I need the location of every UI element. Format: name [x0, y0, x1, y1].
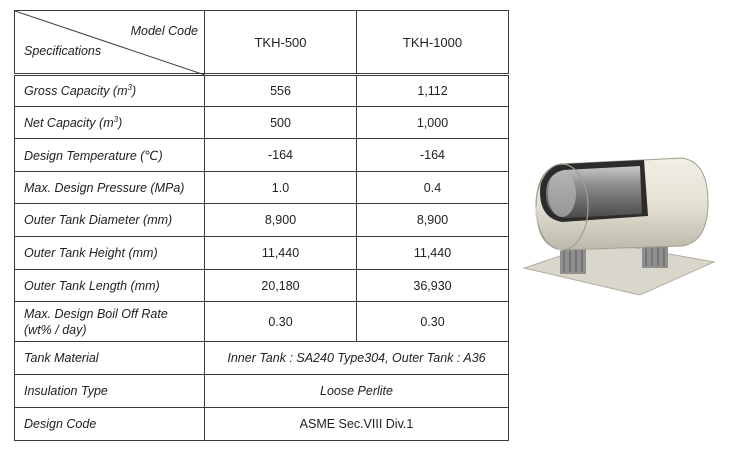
model-header-tkh-500: TKH-500 [205, 11, 357, 75]
table-row [15, 408, 509, 441]
row-value: 8,900 [205, 204, 357, 237]
diagonal-divider [15, 11, 205, 75]
row-label: Outer Tank Height (mm) [15, 237, 205, 270]
row-value: 500 [205, 107, 357, 139]
row-value-spanning: Inner Tank : SA240 Type304, Outer Tank : A36 [205, 342, 509, 375]
row-label: Outer Tank Diameter (mm) [15, 204, 205, 237]
table-row [15, 342, 509, 375]
table-row [15, 270, 509, 302]
row-label: Tank Material [15, 342, 205, 375]
table-row [15, 139, 509, 172]
row-label: Insulation Type [15, 375, 205, 408]
row-value: 0.4 [357, 172, 509, 204]
row-value: 0.30 [357, 302, 509, 342]
row-value: 8,900 [357, 204, 509, 237]
model-code-label: Model Code [130, 24, 198, 38]
specifications-label: Specifications [24, 44, 102, 58]
table-row [15, 204, 509, 237]
row-label: Max. Design Boil Off Rate (wt% / day) [15, 302, 205, 342]
table-row [15, 172, 509, 204]
row-value: 11,440 [205, 237, 357, 270]
row-value: 1,000 [357, 107, 509, 139]
row-label: Max. Design Pressure (MPa) [15, 172, 205, 204]
model-header-tkh-1000: TKH-1000 [357, 11, 509, 75]
row-value: 20,180 [205, 270, 357, 302]
row-value: -164 [357, 139, 509, 172]
row-value: 11,440 [357, 237, 509, 270]
row-value-spanning: ASME Sec.VIII Div.1 [205, 408, 509, 441]
row-value-spanning: Loose Perlite [205, 375, 509, 408]
table-row [15, 107, 509, 139]
table-row [15, 375, 509, 408]
row-label: Design Temperature (℃) [15, 139, 205, 172]
specifications-table [14, 10, 509, 441]
table-row [15, 302, 509, 342]
row-value: 556 [205, 75, 357, 107]
row-value: 36,930 [357, 270, 509, 302]
row-value: 1.0 [205, 172, 357, 204]
row-label: Net Capacity $(m^3)$ [15, 107, 205, 139]
table-row [15, 75, 509, 107]
cryogenic-tank-cutaway-illustration [522, 150, 717, 298]
table-row [15, 237, 509, 270]
row-label: Gross Capacity $(m^3)$ [15, 75, 205, 107]
row-label: Outer Tank Length (mm) [15, 270, 205, 302]
corner-header-cell [15, 11, 205, 75]
row-value: 0.30 [205, 302, 357, 342]
table-header-row [15, 11, 509, 75]
row-label: Design Code [15, 408, 205, 441]
row-value: 1,112 [357, 75, 509, 107]
row-value: -164 [205, 139, 357, 172]
